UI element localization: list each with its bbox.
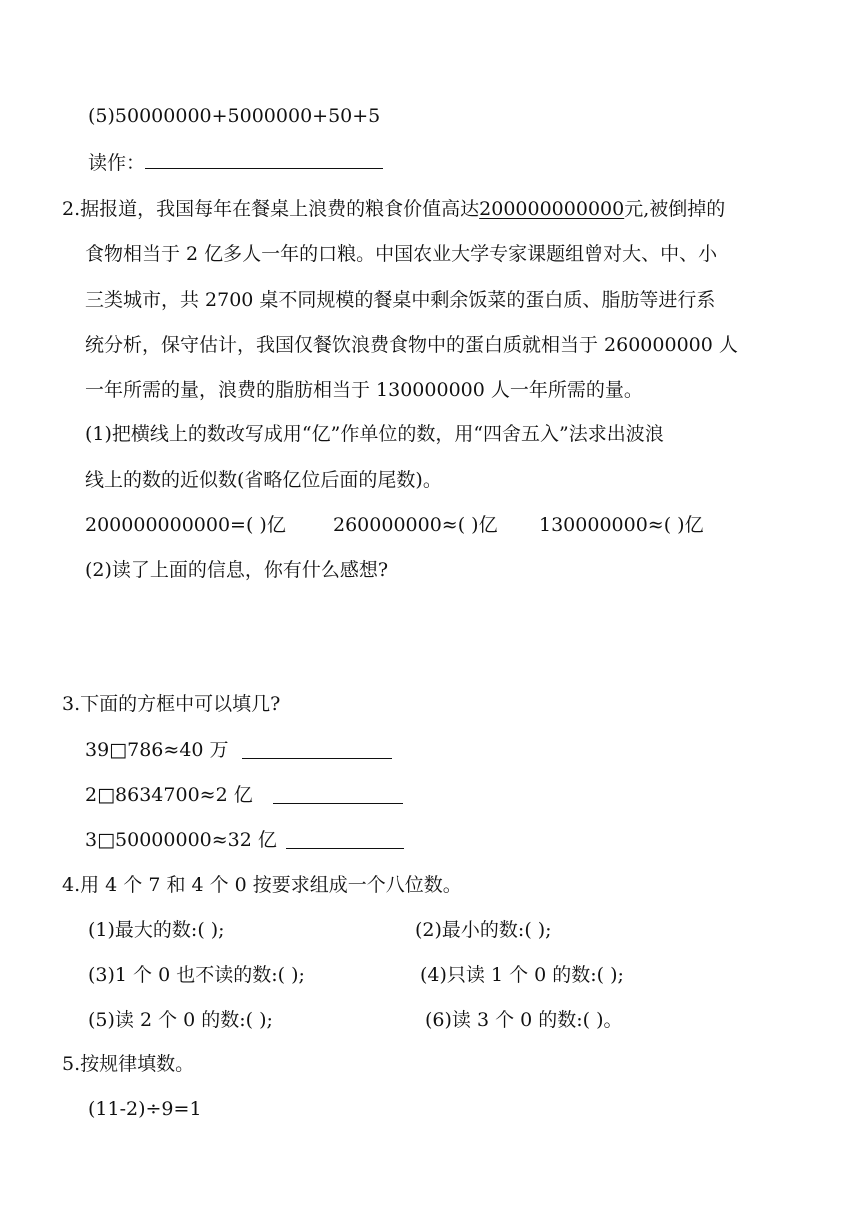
- q2-text-b: 元,被倒掉的: [624, 198, 726, 220]
- q2-underlined-number: 200000000000: [479, 198, 625, 220]
- q5-row-1: (11-2)÷9=1: [88, 1098, 202, 1120]
- q2-line-3: 三类城市，共 2700 桌不同规模的餐桌中剩余饭菜的蛋白质、脂肪等进行系: [85, 289, 716, 311]
- q4-answer-6[interactable]: (6)读 3 个 0 的数:( )。: [425, 1009, 623, 1031]
- q2-line-5: 一年所需的量，浪费的脂肪相当于 130000000 人一年所需的量。: [85, 379, 643, 401]
- q3-expr-2: 2□8634700≈2 亿: [85, 784, 253, 806]
- q1-read-row: [88, 148, 383, 176]
- q2-fill-2[interactable]: 260000000≈( )亿: [333, 514, 498, 536]
- q2-fill-3[interactable]: 130000000≈( )亿: [539, 514, 704, 536]
- q2-text-a: 据报道，我国每年在餐桌上浪费的粮食价值高达: [80, 198, 480, 220]
- q2-line-1: [62, 196, 725, 222]
- read-label: 读作：: [88, 152, 146, 174]
- q3-blank-3[interactable]: [286, 828, 404, 849]
- q1-item-5: (5)50000000+5000000+50+5: [88, 105, 381, 127]
- q4-answer-4[interactable]: (4)只读 1 个 0 的数:( );: [420, 964, 624, 986]
- q2-fill-1[interactable]: 200000000000=( )亿: [85, 514, 286, 536]
- q4-answer-5[interactable]: (5)读 2 个 0 的数:( );: [88, 1009, 273, 1031]
- q2-line-4: 统分析，保守估计，我国仅餐饮浪费食物中的蛋白质就相当于 260000000 人: [85, 334, 738, 356]
- q4-title: 4.用 4 个 7 和 4 个 0 按要求组成一个八位数。: [62, 874, 462, 896]
- q2-sub1-line-1: (1)把横线上的数改写成用“亿”作单位的数，用“四舍五入”法求出波浪: [85, 423, 664, 445]
- q3-blank-1[interactable]: [242, 738, 392, 759]
- q2-number: 2.: [62, 198, 81, 220]
- q3-row-1: [85, 737, 229, 763]
- q3-blank-2[interactable]: [273, 783, 403, 804]
- q5-title: 5.按规律填数。: [62, 1053, 195, 1075]
- q2-sub2: (2)读了上面的信息，你有什么感想?: [85, 559, 389, 581]
- q4-answer-1[interactable]: (1)最大的数:( );: [88, 919, 225, 941]
- q3-title: 3.下面的方框中可以填几?: [62, 693, 281, 715]
- q2-line-2: 食物相当于 2 亿多人一年的口粮。中国农业大学专家课题组曾对大、中、小: [85, 243, 718, 265]
- q3-row-3: [85, 827, 277, 853]
- q2-sub1-line-2: 线上的数的近似数(省略亿位后面的尾数)。: [85, 469, 442, 491]
- answer-blank[interactable]: [145, 148, 383, 169]
- q3-row-2: [85, 782, 253, 808]
- q4-answer-2[interactable]: (2)最小的数:( );: [415, 919, 552, 941]
- q3-expr-3: 3□50000000≈32 亿: [85, 829, 277, 851]
- q4-answer-3[interactable]: (3)1 个 0 也不读的数:( );: [88, 964, 305, 986]
- q3-expr-1: 39□786≈40 万: [85, 739, 229, 761]
